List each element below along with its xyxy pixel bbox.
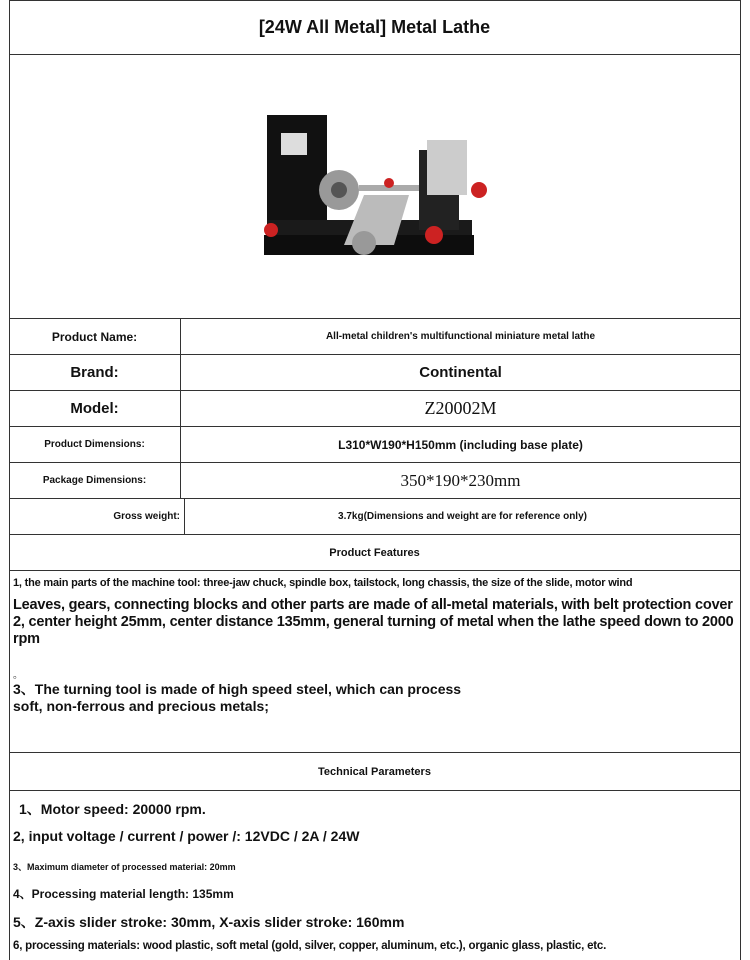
feature-line-1: 1, the main parts of the machine tool: three-jaw chuck, spindle box, tailstock, long chassis, the size of the slide, motor wind [13, 577, 633, 589]
spec-label: Brand: [9, 355, 181, 390]
spec-label: Package Dimensions: [9, 463, 181, 498]
spec-label: Product Dimensions: [9, 427, 181, 462]
tech-item: 1、Motor speed: 20000 rpm. [19, 801, 206, 817]
page-title: [24W All Metal] Metal Lathe [9, 0, 740, 54]
spec-label: Product Name: [9, 319, 181, 354]
spec-value: All-metal children's multifunctional miniature metal lathe [325, 331, 596, 342]
tech-item: 5、Z-axis slider stroke: 30mm, X-axis slider stroke: 160mm [13, 914, 405, 930]
tech-item: 3、Maximum diameter of processed material: 20mm [13, 862, 236, 872]
spec-value: Z20002M [424, 398, 497, 418]
spec-label: Model: [9, 391, 181, 426]
product-image [9, 54, 740, 318]
technical-section [9, 790, 740, 960]
spec-row-package-dimensions [9, 462, 740, 498]
spec-value: Continental [419, 364, 502, 381]
spec-row-model [9, 390, 740, 426]
spec-row-product-name [9, 318, 740, 354]
spec-label: Gross weight: [9, 499, 185, 534]
technical-heading: Technical Parameters [9, 752, 740, 790]
spec-row-brand [9, 354, 740, 390]
spec-value: L310*W190*H150mm (including base plate) [338, 437, 583, 452]
tech-item: 6, processing materials: wood plastic, soft metal (gold, silver, copper, aluminum, etc.), organic glass, plastic, etc. [13, 940, 607, 952]
spec-value: 3.7kg(Dimensions and weight are for reference only) [338, 511, 587, 522]
feature-line-3b: soft, non-ferrous and precious metals; [13, 698, 269, 714]
spec-row-product-dimensions [9, 426, 740, 462]
features-section [9, 570, 740, 752]
feature-line-3a: 3、The turning tool is made of high speed steel, which can process [13, 681, 462, 697]
tech-item: 2, input voltage / current / power /: 12VDC / 2A / 24W [13, 828, 360, 844]
features-heading: Product Features [9, 534, 740, 570]
spec-value: 350*190*230mm [400, 470, 521, 490]
spec-row-gross-weight [9, 498, 740, 534]
lathe-illustration [9, 55, 740, 319]
feature-line-2: Leaves, gears, connecting blocks and other parts are made of all-metal materials, with belt protection cover 2, center height 25mm, center distance 135mm, general turning of metal when the lathe speed down to 2000 rpm [13, 597, 734, 647]
tech-item: 4、Processing material length: 135mm [13, 887, 234, 901]
feature-mark: 。 [13, 670, 23, 681]
